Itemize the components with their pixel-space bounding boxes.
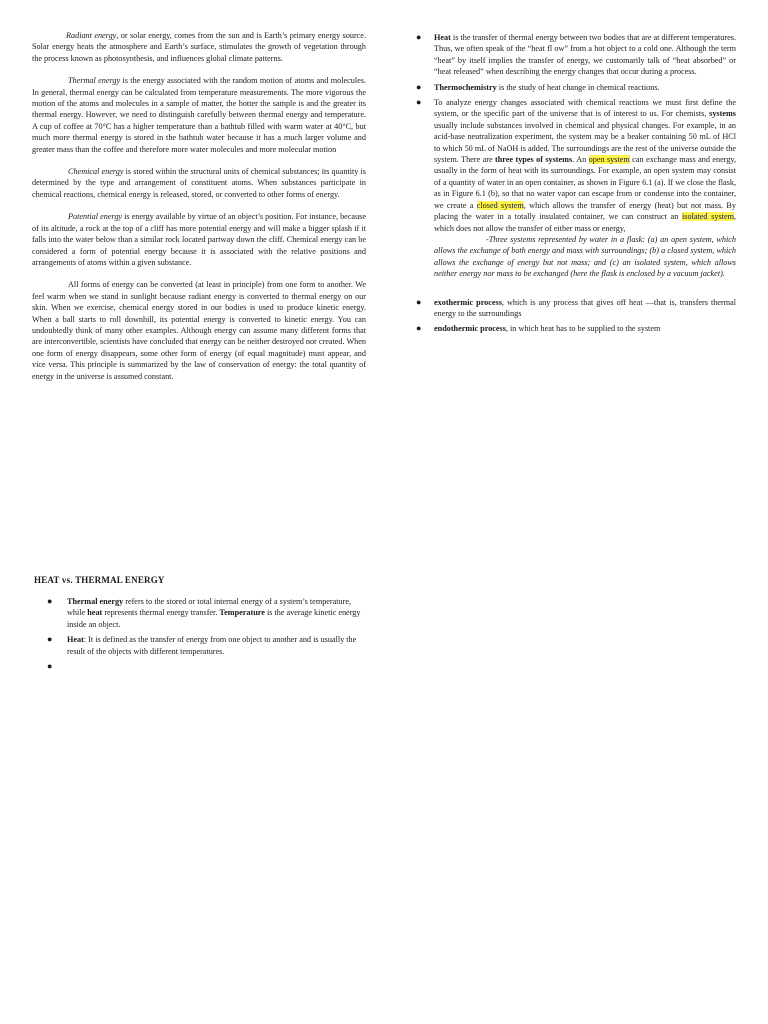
list-text: , which does not allow the transfer of either mass or energy, (434, 212, 736, 233)
heat-vs-thermal-energy-heading: HEAT vs. THERMAL ENERGY (34, 575, 165, 585)
term-heat: heat (87, 608, 103, 618)
chemical-energy-paragraph (32, 166, 366, 200)
bullet-icon: ● (47, 661, 53, 672)
list-text: is the average kinetic energy inside an object. (67, 608, 361, 629)
list-item (412, 323, 736, 334)
potential-energy-paragraph (32, 211, 366, 268)
term-thermochemistry: Thermochemistry (434, 82, 497, 92)
list-item (412, 82, 736, 93)
list-text: is the study of heat change in chemical reactions. (496, 82, 660, 92)
list-text: , which allows the transfer of energy (heat) but not mass. By placing the water in a totally insulated container, we can construct an (434, 200, 736, 222)
bullet-icon: ● (47, 634, 53, 645)
paragraph-text: , or solar energy, comes from the sun and is Earth’s primary energy source. Solar energy heats the atmosphere and Earth’s surface, stimulates the growth of vegetation through the process known as photosynthesis, and influences global climate patterns. (32, 31, 366, 63)
list-text: To analyze energy changes associated with chemical reactions we must first define the system, or the specific part of the universe that is of interest to us. For chemists, (434, 98, 736, 119)
list-text: : It is defined as the transfer of energy from one object to another and is usually the result of the objects with different temperatures. (67, 635, 357, 656)
term-temperature: Temperature (219, 608, 265, 618)
list-item (34, 634, 368, 657)
term-thermal-energy: Thermal energy (68, 76, 121, 86)
highlight-open-system: open system (588, 155, 630, 165)
bullet-icon: ● (416, 97, 422, 108)
term-radiant-energy: Radiant energy (66, 31, 117, 40)
list-text: is the transfer of thermal energy between two bodies that are at different temperatures. Thus, we often speak of the “heat fl ow” from a hot object to a cold one. Although the term “heat” by itself implies the transfer of energy, we customarily talk of “heat absorbed” or “heat released” when describing the energy changes that occur during a process. (434, 33, 736, 77)
heat-vs-thermal-list (34, 596, 368, 672)
term-exothermic-process: exothermic process (434, 297, 502, 307)
right-list-top (412, 32, 736, 280)
thermal-energy-paragraph (32, 75, 366, 155)
highlight-isolated-system: isolated system (682, 212, 734, 222)
list-text: , which is any process that gives off heat —that is, transfers thermal energy to the surroundings (434, 297, 737, 318)
list-item (34, 596, 368, 630)
term-heat: Heat (67, 635, 84, 645)
list-text: . An (572, 155, 589, 165)
bullet-icon: ● (416, 323, 422, 334)
term-chemical-energy: Chemical energy (68, 167, 124, 177)
right-column (412, 32, 736, 339)
spacer (412, 284, 736, 297)
list-item (412, 32, 736, 78)
term-thermal-energy: Thermal energy (67, 597, 124, 606)
radiant-energy-paragraph (32, 30, 366, 64)
bullet-icon: ● (416, 32, 422, 42)
list-text: represents thermal energy transfer. (102, 608, 220, 618)
term-potential-energy: Potential energy (68, 212, 123, 222)
list-text: , in which heat has to be supplied to the system (505, 324, 661, 334)
term-endothermic-process: endothermic process (434, 324, 506, 334)
paragraph-text: is the energy associated with the random motion of atoms and molecules. In general, thermal energy can be calculated from temperature measurements. The more vigorous the motion of the atoms and molecules in a sample of matter, the hotter the sample is and the greater its thermal energy. However, we need to distinguish carefully between thermal energy and temperature. A cup of coffee at 70°C has a higher temperature than a bathtub filled with warm water at 40°C, but much more thermal energy is stored in the bathtub water because it has a much larger volume and greater mass than the coffee and therefore more water molecules and more molecular motion (32, 76, 366, 154)
left-column (32, 30, 366, 393)
paragraph-text: is energy available by virtue of an object’s position. For instance, because of its altitude, a rock at the top of a cliff has more potential energy and will make a bigger splash if it falls into the water below than a similar rock located partway down the cliff. Chemical energy can be considered a form of potential energy because it is associated with the relative positions and arrangements of atoms within a given substance. (32, 212, 366, 267)
term-systems: systems (709, 109, 736, 119)
bullet-icon: ● (47, 596, 53, 606)
list-text: refers to the stored or total internal energy of a system’s temperature, while (67, 597, 352, 618)
bullet-icon: ● (416, 81, 422, 92)
list-item (412, 297, 736, 320)
conservation-of-energy-paragraph: All forms of energy can be converted (at least in principle) from one form to another. We feel warm when we stand in sunlight because radiant energy is converted to thermal energy on our skin. When we exercise, chemical energy stored in our bodies is used to produce kinetic energy. When a ball starts to roll downhill, its potential energy is converted to kinetic energy. You can undoubtedly think of many other examples. Although energy can assume many different forms that are interconvertible, scientists have concluded that energy can be neither destroyed nor created. When one form of energy disappears, some other form of energy (of equal magnitude) must appear, and vice versa. This principle is summarized by the law of conservation of energy: the total quantity of energy in the universe is assumed constant. (32, 280, 366, 381)
list-item (412, 97, 736, 280)
list-text: usually include substances involved in chemical and physical changes. For example, in an acid-base neutralization experiment, the system may be a beaker containing 50 mL of HCl to which 50 mL of NaOH is added. The surroundings are the rest of the universe outside the system. There are (434, 120, 736, 165)
term-heat: Heat (434, 33, 451, 42)
bullet-icon: ● (416, 296, 422, 307)
right-list-bottom (412, 297, 736, 335)
term-three-types-of-systems: three types of systems (495, 155, 573, 165)
highlight-closed-system: closed system (476, 200, 524, 210)
list-text: can exchange mass and energy, usually in the form of heat with its surroundings. For example, an open system may consist of a quantity of water in an open container, as shown in Figure 6.1 (a). If we close the flask, as in Figure 6.1 (b), so that no water vapor can escape from or condense into the container, we create a (434, 155, 736, 210)
figure-caption: -Three systems represented by water in a flask: (a) an open system, which allows the exchange of both energy and mass with surroundings; (b) a closed system, which allows the exchange of energy but not mass; and (c) an isolated system, which allows neither energy nor mass to be exchanged (here the flask is enclosed by a vacuum jacket). (434, 234, 736, 279)
paragraph-text: is stored within the structural units of chemical substances; its quantity is determined by the type and arrangement of constituent atoms. When substances participate in chemical reactions, chemical energy is released, stored, or converted to other forms of energy. (32, 167, 366, 199)
